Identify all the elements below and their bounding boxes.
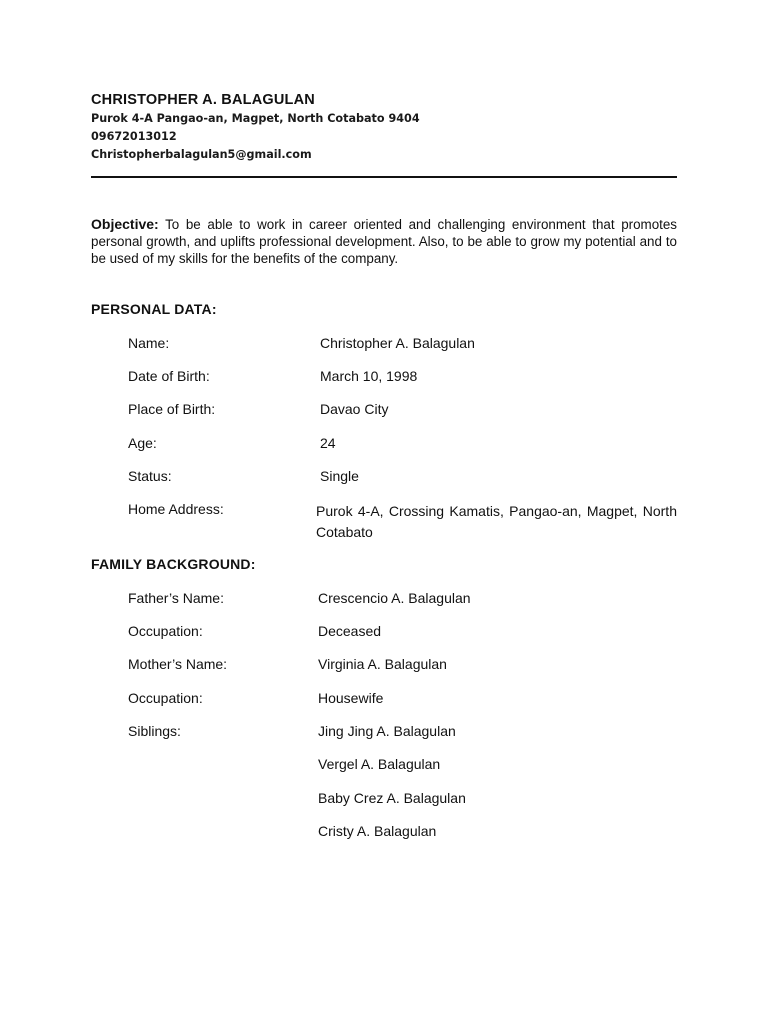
personal-label-birthdate: Date of Birth:: [128, 368, 210, 384]
personal-label-address: Home Address:: [128, 501, 224, 517]
family-value-sibling-1: Jing Jing A. Balagulan: [318, 723, 456, 739]
applicant-name-heading: CHRISTOPHER A. BALAGULAN: [91, 92, 315, 108]
family-value-mother: Virginia A. Balagulan: [318, 656, 447, 672]
contact-phone: 09672013012: [91, 130, 177, 143]
personal-value-name: Christopher A. Balagulan: [320, 335, 475, 351]
contact-address: Purok 4-A Pangao-an, Magpet, North Cotabato 9404: [91, 112, 420, 125]
personal-value-birthplace: Davao City: [320, 401, 389, 417]
family-value-sibling-3: Baby Crez A. Balagulan: [318, 790, 466, 806]
objective-text: To be able to work in career oriented and challenging environment that promotes personal growth, and uplifts professional development. Also, to be able to grow my potential and to be used of my skills for the benefits of the company.: [91, 217, 678, 266]
contact-email: Christopherbalagulan5@gmail.com: [91, 148, 312, 161]
family-label-father: Father’s Name:: [128, 590, 224, 606]
personal-label-name: Name:: [128, 335, 170, 351]
personal-value-status: Single: [320, 468, 359, 484]
family-value-father: Crescencio A. Balagulan: [318, 590, 471, 606]
family-label-mother-occupation: Occupation:: [128, 690, 203, 706]
family-label-mother: Mother’s Name:: [128, 656, 228, 672]
family-background-heading: FAMILY BACKGROUND:: [91, 556, 256, 572]
personal-label-age: Age:: [128, 435, 157, 451]
family-label-siblings: Siblings:: [128, 723, 181, 739]
objective-paragraph: [91, 216, 677, 267]
personal-value-address: Purok 4-A, Crossing Kamatis, Pangao-an, Magpet, North Cotabato: [316, 503, 677, 540]
family-value-sibling-2: Vergel A. Balagulan: [318, 756, 441, 772]
personal-value-age: 24: [320, 435, 336, 451]
family-label-father-occupation: Occupation:: [128, 623, 203, 639]
family-value-father-occupation: Deceased: [318, 623, 382, 639]
objective-label: Objective:: [91, 216, 159, 232]
family-value-mother-occupation: Housewife: [318, 690, 384, 706]
header-divider: [91, 176, 677, 178]
family-value-sibling-4: Cristy A. Balagulan: [318, 823, 437, 839]
personal-data-heading: PERSONAL DATA:: [91, 301, 217, 317]
personal-label-birthplace: Place of Birth:: [128, 401, 216, 417]
personal-label-status: Status:: [128, 468, 172, 484]
personal-value-birthdate: March 10, 1998: [320, 368, 418, 384]
